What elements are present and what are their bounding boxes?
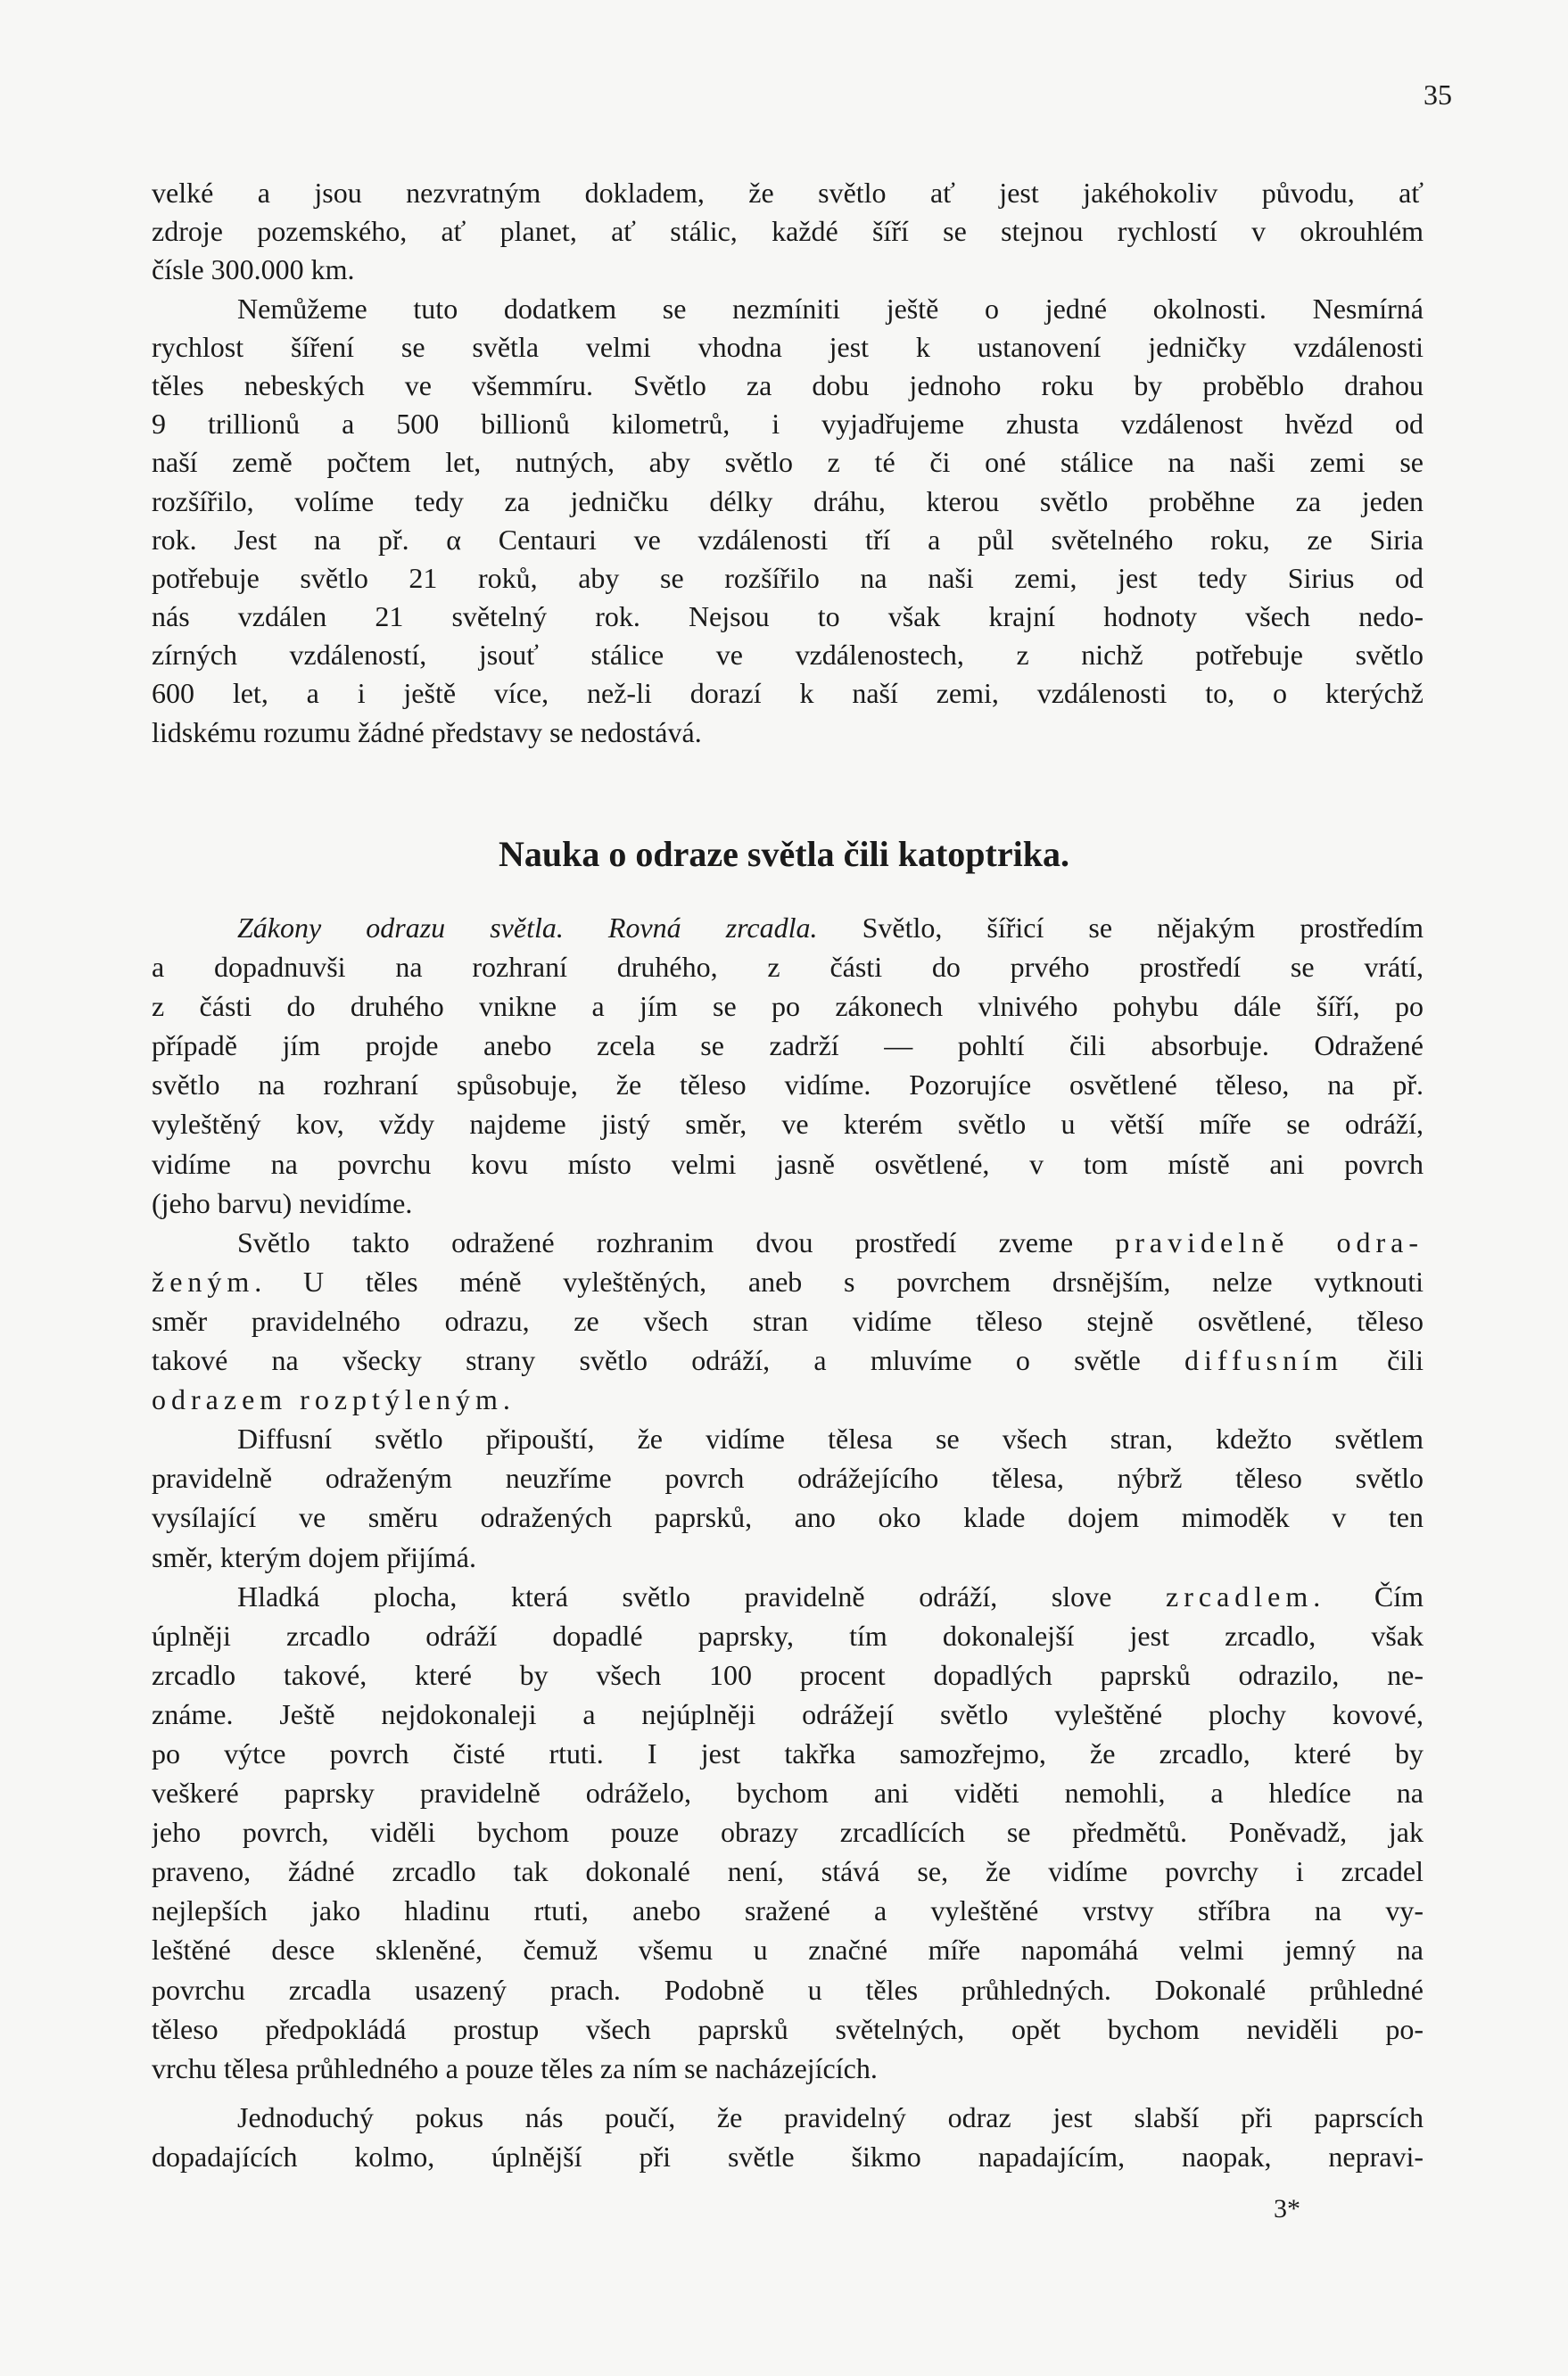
text-line [152,1262,1424,1301]
spaced-emphasis-text: pravidelně odra- [1115,1225,1424,1258]
text-span: . Čím [1313,1580,1424,1613]
text-span: . [502,1383,510,1416]
spaced-emphasis-text: ženým [152,1265,255,1298]
paragraph [152,1223,1424,1419]
text-line: známe. Ještě nejdokonaleji a nejúplněji odrážejí světlo vyleštěné plochy kovové, [152,1697,1424,1730]
text-block-main [152,908,1424,2088]
spaced-emphasis-text: zrcadlem [1166,1580,1314,1613]
text-line: (jeho barvu) nevidíme. [152,1186,413,1219]
section-heading: Nauka o odraze světla čili katoptrika. [499,834,1069,874]
paragraph [152,908,1424,1223]
text-line: těles nebeských ve všemmíru. Světlo za dobu jednoho roku by proběblo drahou [152,368,1424,401]
italic-text: Zákony odrazu světla. Rovná zrcadla. [237,912,818,944]
text-line: lidskému rozumu žádné představy se nedostává. [152,715,702,748]
text-line: směr pravidelného odrazu, ze všech stran vidíme těleso stejně osvětlené, těleso [152,1304,1424,1337]
text-line: vysílající ve směru odražených paprsků, ano oko klade dojem mimoděk v ten [152,1501,1424,1534]
text-line: vyleštěný kov, vždy najdeme jistý směr, ve kterém světlo u větší míře se odráží, [152,1108,1424,1141]
text-line: potřebuje světlo 21 roků, aby se rozšířilo na naši zemi, jest tedy Sirius od [152,561,1424,594]
paragraph [152,2099,1424,2176]
text-line: praveno, žádné zrcadlo tak dokonalé není, stává se, že vidíme povrchy i zrcadel [152,1855,1424,1888]
text-line: zrcadlo takové, které by všech 100 procent dopadlých paprsků odrazilo, ne- [152,1658,1424,1691]
text-line [152,1577,1424,1616]
text-line: Diffusní světlo připouští, že vidíme tělesa se všech stran, kdežto světlem [237,1423,1424,1456]
text-line: vidíme na povrchu kovu místo velmi jasně osvětlené, v tom místě ani povrch [152,1147,1424,1180]
text-line: případě jím projde anebo zcela se zadrží — pohltí čili absorbuje. Odražené [152,1029,1424,1062]
text-line: veškeré paprsky pravidelně odráželo, bychom ani viděti nemohli, a hledíce na [152,1777,1424,1810]
text-line: světlo na rozhraní spůsobuje, že těleso vidíme. Pozorujíce osvětlené těleso, na př. [152,1068,1424,1101]
paragraph [152,290,1424,752]
text-line: pravidelně odraženým neuzříme povrch odrážejícího tělesa, nýbrž těleso světlo [152,1462,1424,1495]
text-line: povrchu zrcadla usazený prach. Podobně u těles průhledných. Dokonalé průhledné [152,1973,1424,2006]
text-line: nás vzdálen 21 světelný rok. Nejsou to však krajní hodnoty všech nedo- [152,600,1424,633]
text-line: naší země počtem let, nutných, aby světlo z té či oné stálice na naši zemi se [152,446,1424,479]
text-line [152,1341,1424,1380]
text-span: Světlo takto odražené rozhranim dvou prostředí zveme [237,1225,1116,1258]
text-span: čili [1342,1344,1424,1377]
text-line: dopadajících kolmo, úplnější při světle šikmo napadajícím, naopak, nepravi- [152,2140,1424,2173]
text-line: nejlepších jako hladinu rtuti, anebo sražené a vyleštěné vrstvy stříbra na vy- [152,1894,1424,1927]
paragraph [152,174,1424,290]
text-line: čísle 300.000 km. [152,253,355,286]
page-number: 35 [1424,78,1452,111]
text-span: Hladká plocha, která světlo pravidelně odráží, slove [237,1580,1167,1613]
text-line: z části do druhého vnikne a jím se po zákonech vlnivého pohybu dále šíří, po [152,990,1424,1023]
text-line: a dopadnuvši na rozhraní druhého, z části do prvého prostředí se vrátí, [152,951,1424,984]
text-line: těleso předpokládá prostup všech paprsků světelných, opět bychom neviděli po- [152,2012,1424,2045]
text-line [152,908,1424,947]
text-line: Nemůžeme tuto dodatkem se nezmíniti ještě o jedné okolnosti. Nesmírná [237,292,1424,325]
text-line: jeho povrch, viděli bychom pouze obrazy zrcadlících se předmětů. Poněvadž, jak [152,1816,1424,1849]
text-line [152,1223,1424,1262]
text-line: rychlost šíření se světla velmi vhodna jest k ustanovení jedničky vzdálenosti [152,330,1424,363]
text-line: 9 trillionů a 500 billionů kilometrů, i vyjadřujeme zhusta vzdálenost hvězd od [152,408,1424,441]
signature-mark: 3* [1274,2194,1300,2223]
text-line: vrchu tělesa průhledného a pouze těles za ním se nacházejících. [152,2051,878,2084]
text-line: leštěné desce skleněné, čemuž všemu u značné míře napomáhá velmi jemný na [152,1934,1424,1967]
text-block-bottom [152,2099,1424,2176]
spaced-emphasis-text: diffusním [1184,1344,1343,1377]
paragraph [152,1577,1424,2088]
text-line: po výtce povrch čisté rtuti. I jest takřka samozřejmo, že zrcadlo, které by [152,1737,1424,1770]
text-line: 600 let, a i ještě více, než-li dorazí k naší zemi, vzdálenosti to, o kterýchž [152,677,1424,710]
text-span: Světlo, šířicí se nějakým prostředím [817,912,1424,944]
spaced-emphasis-text: odrazem rozptýleným [152,1383,503,1416]
text-line: zdroje pozemského, ať planet, ať stálic, každé šíří se stejnou rychlostí v okrouhlém [152,215,1424,248]
text-line: směr, kterým dojem přijímá. [152,1540,476,1573]
text-line: Jednoduchý pokus nás poučí, že pravidelný odraz jest slabší při paprscích [237,2101,1424,2133]
text-line: rok. Jest na př. α Centauri ve vzdálenosti tří a půl světelného roku, ze Siria [152,523,1424,556]
text-line: úplněji zrcadlo odráží dopadlé paprsky, tím dokonalejší jest zrcadlo, však [152,1619,1424,1652]
text-line [152,1380,1424,1419]
text-span: takové na všecky strany světlo odráží, a mluvíme o světle [152,1344,1185,1377]
text-line: zírných vzdáleností, jsouť stálice ve vzdálenostech, z nichž potřebuje světlo [152,639,1424,672]
text-block-top [152,174,1424,752]
text-line: velké a jsou nezvratným dokladem, že světlo ať jest jakéhokoliv původu, ať [152,177,1424,209]
text-line: rozšířilo, volíme tedy za jedničku délky dráhu, kterou světlo proběhne za jeden [152,484,1424,517]
paragraph [152,1419,1424,1576]
text-span: . U těles méně vyleštěných, aneb s povrchem drsnějším, nelze vytknouti [254,1265,1424,1298]
